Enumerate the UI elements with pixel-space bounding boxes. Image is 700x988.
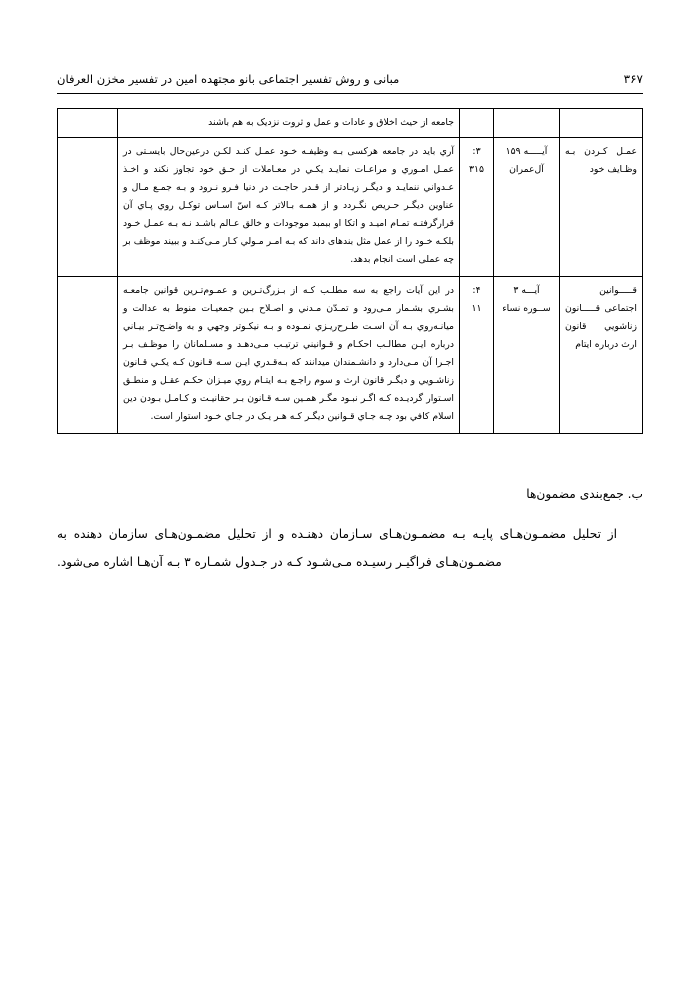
cell-number-bottom: ۱۱ xyxy=(471,302,482,314)
body-paragraph: از تحلیل مضمـون‌هـای پایـه بـه مضمـون‌هـای سـازمان دهنـده و از تحلیل مضمـون‌هـای سازمان دهنده به مضمـون‌هـای فراگیـر رسیـده مـی‌شـود کـه در جـدول شمـاره ۳ بـه آن‌هـا اشاره می‌شود. xyxy=(57,526,617,570)
cell-theme: قـــــوانین اجتماعی قـــــانون زناشویي قانون ارث درباره ایتام xyxy=(560,276,643,433)
table-row xyxy=(58,137,643,276)
header-title: مبانی و روش تفسیر اجتماعی بانو مجتهده امین در تفسیر مخزن العرفان xyxy=(57,72,400,86)
cell-reference: آیـــــه ۱۵۹ آل‌عمران xyxy=(494,137,560,276)
cell-number-bottom: ۳۱۵ xyxy=(469,163,484,175)
table-row xyxy=(58,276,643,433)
cell-theme xyxy=(560,109,643,138)
page-header xyxy=(57,72,643,94)
cell-number-top: ۴: xyxy=(472,284,481,296)
cell-number xyxy=(460,137,494,276)
cell-empty xyxy=(58,109,118,138)
cell-number xyxy=(460,276,494,433)
section-heading: ب. جمع‌بندی مضمون‌ها xyxy=(526,486,643,501)
cell-number xyxy=(460,109,494,138)
cell-text: جامعه از حیث اخلاق و عادات و عمل و ثروت نزدیک به هم باشند xyxy=(118,109,460,138)
body-section xyxy=(57,480,643,577)
table-row xyxy=(58,109,643,138)
content-table xyxy=(57,108,643,434)
page-number: ۳۶۷ xyxy=(623,72,643,86)
cell-text: در این آیات راجع به سه مطلـب کـه از بـزرگ‌تـرین و عمـوم‌تـرین قوانین جامعـه بشـري بشـمار مـی‌رود و تمـدّن مـدني و اصـلاح بـین جمعیـات منوط به عدالت و میانـه‌روي بـه آن اسـت طـرح‌ریـزي نمـوده و بـه نیکـوتر وجهي و به واضـح‌تـر بیـاني درباره ایـن مطالـب احکـام و قـوانیني ترتیـب مـی‌دهـد و مسـلمانان را موظـف بـر اجـرا آن مـی‌دارد و دانشـمندان میدانند که بـه‌قـدري ایـن سـه قـانون کـه یکـي قـانون زناشـویي و دیگـر قانون ارث و سوم راجـع بـه ایتـام روي میـزان حکـم عقـل و منطـق اسـتوار گردیـده کـه اگـر نبـود مگـر همـین سـه قـانون بـر حقانیـت و کـامـل بـودن دین اسلام کافي بود چـه جـاي قـوانین دیگـر کـه هـر یـک در جـاي خـود استوار است. xyxy=(118,276,460,433)
cell-reference xyxy=(494,109,560,138)
cell-empty xyxy=(58,137,118,276)
cell-theme: عمـل کـردن بـه وظـایف خود xyxy=(560,137,643,276)
cell-number-top: ۳: xyxy=(472,145,481,157)
cell-text: آري باید در جامعه هرکسی بـه وظیفـه خـود عمـل کنـد لکـن درعین‌حال بایسـتی در عمـل امـوري و مراعـات نمایـد یکـي در معـاملات از حـق خود تجاوز نکند و اخـذ عـدواني ننمایـد و دیگـر زیـادتر از قـدر حاجـت در دنیا فـرو نـرود و بـه جمـع مـال و عناوین دیگـر حـریص نگـردد و از همـه بـالاتر کـه اسّ اسـاس توکـل روي پـاي آن قرارگرفتـه تمـام امیـد و اتکا او ببمبد موجودات و خالق عـالم باشـد نـه بـه عمـل خـود بلکـه خـود را از عمل مثل بندهای داند که بـه امـر مـولي کـار مـی‌کنـد و ببیند موظف بر چه عملی است انجام بدهد. xyxy=(118,137,460,276)
cell-empty xyxy=(58,276,118,433)
cell-reference: آیـــه ۳ ســوره نساء xyxy=(494,276,560,433)
